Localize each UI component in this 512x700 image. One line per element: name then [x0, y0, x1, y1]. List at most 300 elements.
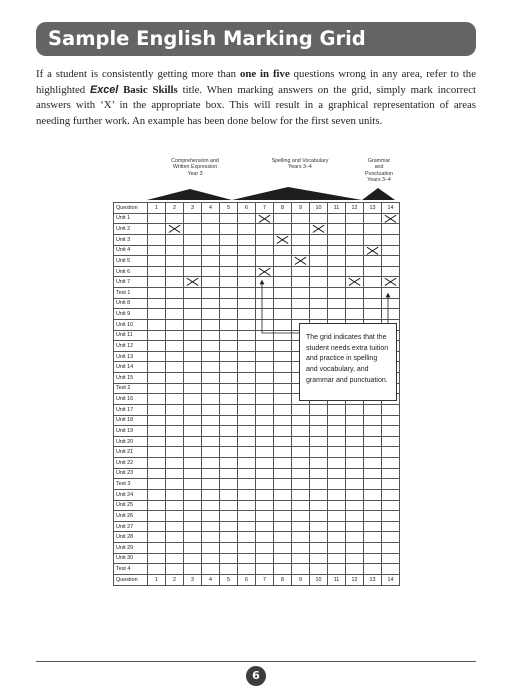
- answer-cell[interactable]: [256, 415, 274, 426]
- answer-cell[interactable]: [382, 426, 400, 437]
- answer-cell[interactable]: [256, 288, 274, 299]
- answer-cell[interactable]: [202, 288, 220, 299]
- answer-cell[interactable]: [220, 447, 238, 458]
- answer-cell[interactable]: [256, 256, 274, 267]
- answer-cell[interactable]: [364, 309, 382, 320]
- answer-cell[interactable]: [364, 298, 382, 309]
- answer-cell[interactable]: [220, 500, 238, 511]
- answer-cell[interactable]: [256, 564, 274, 575]
- answer-cell[interactable]: [274, 245, 292, 256]
- answer-cell[interactable]: [328, 468, 346, 479]
- answer-cell[interactable]: [310, 298, 328, 309]
- answer-cell[interactable]: [328, 404, 346, 415]
- answer-cell[interactable]: [256, 373, 274, 384]
- answer-cell[interactable]: [220, 373, 238, 384]
- answer-cell[interactable]: [148, 468, 166, 479]
- answer-cell[interactable]: [310, 489, 328, 500]
- marked-cell[interactable]: [166, 224, 184, 235]
- marked-cell[interactable]: [256, 266, 274, 277]
- answer-cell[interactable]: [328, 288, 346, 299]
- answer-cell[interactable]: [256, 277, 274, 288]
- answer-cell[interactable]: [166, 521, 184, 532]
- answer-cell[interactable]: [148, 564, 166, 575]
- answer-cell[interactable]: [328, 543, 346, 554]
- answer-cell[interactable]: [274, 521, 292, 532]
- answer-cell[interactable]: [202, 404, 220, 415]
- answer-cell[interactable]: [346, 553, 364, 564]
- answer-cell[interactable]: [238, 298, 256, 309]
- answer-cell[interactable]: [220, 564, 238, 575]
- answer-cell[interactable]: [202, 543, 220, 554]
- answer-cell[interactable]: [328, 564, 346, 575]
- answer-cell[interactable]: [220, 330, 238, 341]
- answer-cell[interactable]: [184, 245, 202, 256]
- answer-cell[interactable]: [220, 309, 238, 320]
- answer-cell[interactable]: [292, 234, 310, 245]
- answer-cell[interactable]: [148, 521, 166, 532]
- answer-cell[interactable]: [184, 532, 202, 543]
- answer-cell[interactable]: [346, 298, 364, 309]
- answer-cell[interactable]: [202, 564, 220, 575]
- answer-cell[interactable]: [202, 362, 220, 373]
- answer-cell[interactable]: [274, 266, 292, 277]
- answer-cell[interactable]: [184, 564, 202, 575]
- answer-cell[interactable]: [238, 245, 256, 256]
- answer-cell[interactable]: [364, 426, 382, 437]
- answer-cell[interactable]: [346, 564, 364, 575]
- answer-cell[interactable]: [220, 298, 238, 309]
- answer-cell[interactable]: [148, 404, 166, 415]
- answer-cell[interactable]: [238, 458, 256, 469]
- answer-cell[interactable]: [166, 543, 184, 554]
- answer-cell[interactable]: [238, 362, 256, 373]
- answer-cell[interactable]: [292, 426, 310, 437]
- answer-cell[interactable]: [202, 511, 220, 522]
- answer-cell[interactable]: [364, 458, 382, 469]
- answer-cell[interactable]: [238, 468, 256, 479]
- answer-cell[interactable]: [310, 288, 328, 299]
- answer-cell[interactable]: [148, 309, 166, 320]
- answer-cell[interactable]: [310, 245, 328, 256]
- answer-cell[interactable]: [328, 532, 346, 543]
- answer-cell[interactable]: [364, 266, 382, 277]
- answer-cell[interactable]: [328, 245, 346, 256]
- answer-cell[interactable]: [328, 436, 346, 447]
- answer-cell[interactable]: [184, 383, 202, 394]
- answer-cell[interactable]: [202, 298, 220, 309]
- answer-cell[interactable]: [256, 362, 274, 373]
- answer-cell[interactable]: [202, 426, 220, 437]
- answer-cell[interactable]: [202, 373, 220, 384]
- answer-cell[interactable]: [238, 256, 256, 267]
- answer-cell[interactable]: [148, 224, 166, 235]
- answer-cell[interactable]: [382, 521, 400, 532]
- answer-cell[interactable]: [292, 404, 310, 415]
- answer-cell[interactable]: [166, 404, 184, 415]
- answer-cell[interactable]: [184, 447, 202, 458]
- answer-cell[interactable]: [220, 362, 238, 373]
- answer-cell[interactable]: [346, 489, 364, 500]
- answer-cell[interactable]: [166, 351, 184, 362]
- answer-cell[interactable]: [220, 213, 238, 224]
- answer-cell[interactable]: [148, 426, 166, 437]
- answer-cell[interactable]: [328, 511, 346, 522]
- answer-cell[interactable]: [346, 543, 364, 554]
- answer-cell[interactable]: [184, 415, 202, 426]
- marked-cell[interactable]: [382, 277, 400, 288]
- answer-cell[interactable]: [238, 330, 256, 341]
- answer-cell[interactable]: [382, 458, 400, 469]
- answer-cell[interactable]: [310, 543, 328, 554]
- answer-cell[interactable]: [274, 404, 292, 415]
- marked-cell[interactable]: [364, 245, 382, 256]
- answer-cell[interactable]: [220, 394, 238, 405]
- answer-cell[interactable]: [148, 511, 166, 522]
- answer-cell[interactable]: [256, 543, 274, 554]
- answer-cell[interactable]: [382, 288, 400, 299]
- answer-cell[interactable]: [256, 351, 274, 362]
- answer-cell[interactable]: [166, 468, 184, 479]
- answer-cell[interactable]: [184, 468, 202, 479]
- answer-cell[interactable]: [364, 532, 382, 543]
- answer-cell[interactable]: [148, 383, 166, 394]
- answer-cell[interactable]: [310, 277, 328, 288]
- answer-cell[interactable]: [310, 266, 328, 277]
- answer-cell[interactable]: [328, 213, 346, 224]
- answer-cell[interactable]: [220, 553, 238, 564]
- answer-cell[interactable]: [274, 479, 292, 490]
- answer-cell[interactable]: [274, 489, 292, 500]
- answer-cell[interactable]: [292, 553, 310, 564]
- answer-cell[interactable]: [328, 234, 346, 245]
- answer-cell[interactable]: [202, 447, 220, 458]
- answer-cell[interactable]: [184, 330, 202, 341]
- answer-cell[interactable]: [166, 277, 184, 288]
- answer-cell[interactable]: [310, 553, 328, 564]
- answer-cell[interactable]: [382, 234, 400, 245]
- answer-cell[interactable]: [274, 383, 292, 394]
- answer-cell[interactable]: [220, 288, 238, 299]
- answer-cell[interactable]: [148, 479, 166, 490]
- answer-cell[interactable]: [292, 564, 310, 575]
- answer-cell[interactable]: [346, 479, 364, 490]
- answer-cell[interactable]: [292, 415, 310, 426]
- answer-cell[interactable]: [202, 309, 220, 320]
- answer-cell[interactable]: [238, 394, 256, 405]
- answer-cell[interactable]: [364, 468, 382, 479]
- answer-cell[interactable]: [202, 394, 220, 405]
- answer-cell[interactable]: [184, 489, 202, 500]
- answer-cell[interactable]: [346, 256, 364, 267]
- answer-cell[interactable]: [292, 489, 310, 500]
- answer-cell[interactable]: [382, 479, 400, 490]
- answer-cell[interactable]: [382, 468, 400, 479]
- answer-cell[interactable]: [202, 234, 220, 245]
- answer-cell[interactable]: [346, 288, 364, 299]
- answer-cell[interactable]: [202, 468, 220, 479]
- answer-cell[interactable]: [328, 426, 346, 437]
- answer-cell[interactable]: [328, 298, 346, 309]
- answer-cell[interactable]: [274, 373, 292, 384]
- answer-cell[interactable]: [148, 553, 166, 564]
- answer-cell[interactable]: [202, 383, 220, 394]
- answer-cell[interactable]: [346, 404, 364, 415]
- answer-cell[interactable]: [346, 266, 364, 277]
- answer-cell[interactable]: [238, 479, 256, 490]
- answer-cell[interactable]: [292, 532, 310, 543]
- answer-cell[interactable]: [310, 234, 328, 245]
- answer-cell[interactable]: [148, 500, 166, 511]
- answer-cell[interactable]: [382, 564, 400, 575]
- answer-cell[interactable]: [238, 511, 256, 522]
- answer-cell[interactable]: [220, 436, 238, 447]
- answer-cell[interactable]: [256, 404, 274, 415]
- answer-cell[interactable]: [328, 553, 346, 564]
- answer-cell[interactable]: [166, 415, 184, 426]
- answer-cell[interactable]: [382, 415, 400, 426]
- answer-cell[interactable]: [292, 277, 310, 288]
- answer-cell[interactable]: [238, 341, 256, 352]
- answer-cell[interactable]: [274, 362, 292, 373]
- answer-cell[interactable]: [220, 351, 238, 362]
- answer-cell[interactable]: [202, 458, 220, 469]
- answer-cell[interactable]: [220, 404, 238, 415]
- answer-cell[interactable]: [292, 224, 310, 235]
- answer-cell[interactable]: [256, 447, 274, 458]
- answer-cell[interactable]: [346, 234, 364, 245]
- answer-cell[interactable]: [328, 521, 346, 532]
- answer-cell[interactable]: [310, 458, 328, 469]
- answer-cell[interactable]: [256, 245, 274, 256]
- answer-cell[interactable]: [256, 479, 274, 490]
- answer-cell[interactable]: [166, 330, 184, 341]
- answer-cell[interactable]: [274, 426, 292, 437]
- answer-cell[interactable]: [346, 426, 364, 437]
- answer-cell[interactable]: [382, 553, 400, 564]
- answer-cell[interactable]: [328, 256, 346, 267]
- answer-cell[interactable]: [148, 532, 166, 543]
- answer-cell[interactable]: [166, 362, 184, 373]
- answer-cell[interactable]: [202, 553, 220, 564]
- answer-cell[interactable]: [148, 351, 166, 362]
- answer-cell[interactable]: [310, 436, 328, 447]
- answer-cell[interactable]: [310, 213, 328, 224]
- answer-cell[interactable]: [166, 489, 184, 500]
- answer-cell[interactable]: [382, 447, 400, 458]
- answer-cell[interactable]: [166, 383, 184, 394]
- answer-cell[interactable]: [166, 288, 184, 299]
- answer-cell[interactable]: [238, 319, 256, 330]
- answer-cell[interactable]: [256, 436, 274, 447]
- answer-cell[interactable]: [382, 489, 400, 500]
- answer-cell[interactable]: [220, 468, 238, 479]
- answer-cell[interactable]: [184, 298, 202, 309]
- answer-cell[interactable]: [256, 468, 274, 479]
- answer-cell[interactable]: [148, 256, 166, 267]
- answer-cell[interactable]: [346, 224, 364, 235]
- answer-cell[interactable]: [166, 319, 184, 330]
- answer-cell[interactable]: [166, 245, 184, 256]
- answer-cell[interactable]: [274, 288, 292, 299]
- answer-cell[interactable]: [184, 426, 202, 437]
- answer-cell[interactable]: [364, 224, 382, 235]
- answer-cell[interactable]: [382, 511, 400, 522]
- answer-cell[interactable]: [220, 224, 238, 235]
- answer-cell[interactable]: [292, 266, 310, 277]
- answer-cell[interactable]: [166, 511, 184, 522]
- answer-cell[interactable]: [202, 532, 220, 543]
- answer-cell[interactable]: [274, 447, 292, 458]
- answer-cell[interactable]: [202, 500, 220, 511]
- answer-cell[interactable]: [274, 298, 292, 309]
- answer-cell[interactable]: [166, 309, 184, 320]
- answer-cell[interactable]: [328, 415, 346, 426]
- answer-cell[interactable]: [292, 436, 310, 447]
- answer-cell[interactable]: [364, 415, 382, 426]
- answer-cell[interactable]: [220, 511, 238, 522]
- answer-cell[interactable]: [310, 447, 328, 458]
- answer-cell[interactable]: [364, 521, 382, 532]
- answer-cell[interactable]: [166, 256, 184, 267]
- answer-cell[interactable]: [256, 330, 274, 341]
- answer-cell[interactable]: [274, 564, 292, 575]
- answer-cell[interactable]: [256, 224, 274, 235]
- answer-cell[interactable]: [310, 309, 328, 320]
- answer-cell[interactable]: [202, 330, 220, 341]
- answer-cell[interactable]: [274, 543, 292, 554]
- answer-cell[interactable]: [166, 426, 184, 437]
- answer-cell[interactable]: [310, 500, 328, 511]
- answer-cell[interactable]: [310, 479, 328, 490]
- answer-cell[interactable]: [238, 351, 256, 362]
- answer-cell[interactable]: [220, 245, 238, 256]
- answer-cell[interactable]: [166, 500, 184, 511]
- answer-cell[interactable]: [238, 426, 256, 437]
- answer-cell[interactable]: [274, 458, 292, 469]
- answer-cell[interactable]: [166, 553, 184, 564]
- answer-cell[interactable]: [166, 394, 184, 405]
- answer-cell[interactable]: [238, 383, 256, 394]
- answer-cell[interactable]: [202, 213, 220, 224]
- answer-cell[interactable]: [166, 479, 184, 490]
- answer-cell[interactable]: [310, 426, 328, 437]
- answer-cell[interactable]: [148, 436, 166, 447]
- answer-cell[interactable]: [238, 309, 256, 320]
- answer-cell[interactable]: [238, 553, 256, 564]
- answer-cell[interactable]: [202, 256, 220, 267]
- answer-cell[interactable]: [184, 511, 202, 522]
- answer-cell[interactable]: [382, 256, 400, 267]
- answer-cell[interactable]: [238, 521, 256, 532]
- answer-cell[interactable]: [346, 458, 364, 469]
- answer-cell[interactable]: [148, 489, 166, 500]
- answer-cell[interactable]: [202, 224, 220, 235]
- answer-cell[interactable]: [148, 447, 166, 458]
- answer-cell[interactable]: [238, 447, 256, 458]
- answer-cell[interactable]: [220, 415, 238, 426]
- answer-cell[interactable]: [220, 532, 238, 543]
- answer-cell[interactable]: [220, 341, 238, 352]
- answer-cell[interactable]: [292, 245, 310, 256]
- answer-cell[interactable]: [238, 489, 256, 500]
- answer-cell[interactable]: [274, 394, 292, 405]
- answer-cell[interactable]: [238, 532, 256, 543]
- answer-cell[interactable]: [292, 447, 310, 458]
- answer-cell[interactable]: [184, 458, 202, 469]
- marked-cell[interactable]: [274, 234, 292, 245]
- answer-cell[interactable]: [256, 500, 274, 511]
- answer-cell[interactable]: [328, 500, 346, 511]
- answer-cell[interactable]: [310, 468, 328, 479]
- answer-cell[interactable]: [184, 500, 202, 511]
- answer-cell[interactable]: [202, 489, 220, 500]
- answer-cell[interactable]: [328, 224, 346, 235]
- answer-cell[interactable]: [202, 245, 220, 256]
- answer-cell[interactable]: [346, 500, 364, 511]
- answer-cell[interactable]: [148, 213, 166, 224]
- answer-cell[interactable]: [310, 256, 328, 267]
- answer-cell[interactable]: [148, 362, 166, 373]
- answer-cell[interactable]: [310, 521, 328, 532]
- answer-cell[interactable]: [184, 351, 202, 362]
- answer-cell[interactable]: [274, 436, 292, 447]
- answer-cell[interactable]: [166, 341, 184, 352]
- answer-cell[interactable]: [364, 256, 382, 267]
- answer-cell[interactable]: [184, 234, 202, 245]
- answer-cell[interactable]: [328, 489, 346, 500]
- marked-cell[interactable]: [256, 213, 274, 224]
- answer-cell[interactable]: [346, 213, 364, 224]
- answer-cell[interactable]: [364, 288, 382, 299]
- answer-cell[interactable]: [274, 330, 292, 341]
- answer-cell[interactable]: [238, 213, 256, 224]
- answer-cell[interactable]: [202, 436, 220, 447]
- answer-cell[interactable]: [328, 447, 346, 458]
- answer-cell[interactable]: [274, 319, 292, 330]
- answer-cell[interactable]: [382, 543, 400, 554]
- answer-cell[interactable]: [238, 404, 256, 415]
- answer-cell[interactable]: [364, 436, 382, 447]
- answer-cell[interactable]: [184, 288, 202, 299]
- answer-cell[interactable]: [184, 319, 202, 330]
- answer-cell[interactable]: [364, 564, 382, 575]
- marked-cell[interactable]: [382, 213, 400, 224]
- answer-cell[interactable]: [256, 298, 274, 309]
- answer-cell[interactable]: [292, 288, 310, 299]
- answer-cell[interactable]: [184, 224, 202, 235]
- answer-cell[interactable]: [166, 458, 184, 469]
- answer-cell[interactable]: [166, 532, 184, 543]
- answer-cell[interactable]: [238, 564, 256, 575]
- answer-cell[interactable]: [274, 309, 292, 320]
- answer-cell[interactable]: [364, 213, 382, 224]
- answer-cell[interactable]: [346, 468, 364, 479]
- answer-cell[interactable]: [364, 447, 382, 458]
- answer-cell[interactable]: [184, 479, 202, 490]
- answer-cell[interactable]: [184, 543, 202, 554]
- answer-cell[interactable]: [220, 319, 238, 330]
- answer-cell[interactable]: [346, 521, 364, 532]
- answer-cell[interactable]: [184, 521, 202, 532]
- answer-cell[interactable]: [256, 532, 274, 543]
- answer-cell[interactable]: [220, 426, 238, 437]
- answer-cell[interactable]: [382, 298, 400, 309]
- answer-cell[interactable]: [256, 521, 274, 532]
- answer-cell[interactable]: [328, 458, 346, 469]
- answer-cell[interactable]: [238, 436, 256, 447]
- answer-cell[interactable]: [274, 468, 292, 479]
- answer-cell[interactable]: [292, 543, 310, 554]
